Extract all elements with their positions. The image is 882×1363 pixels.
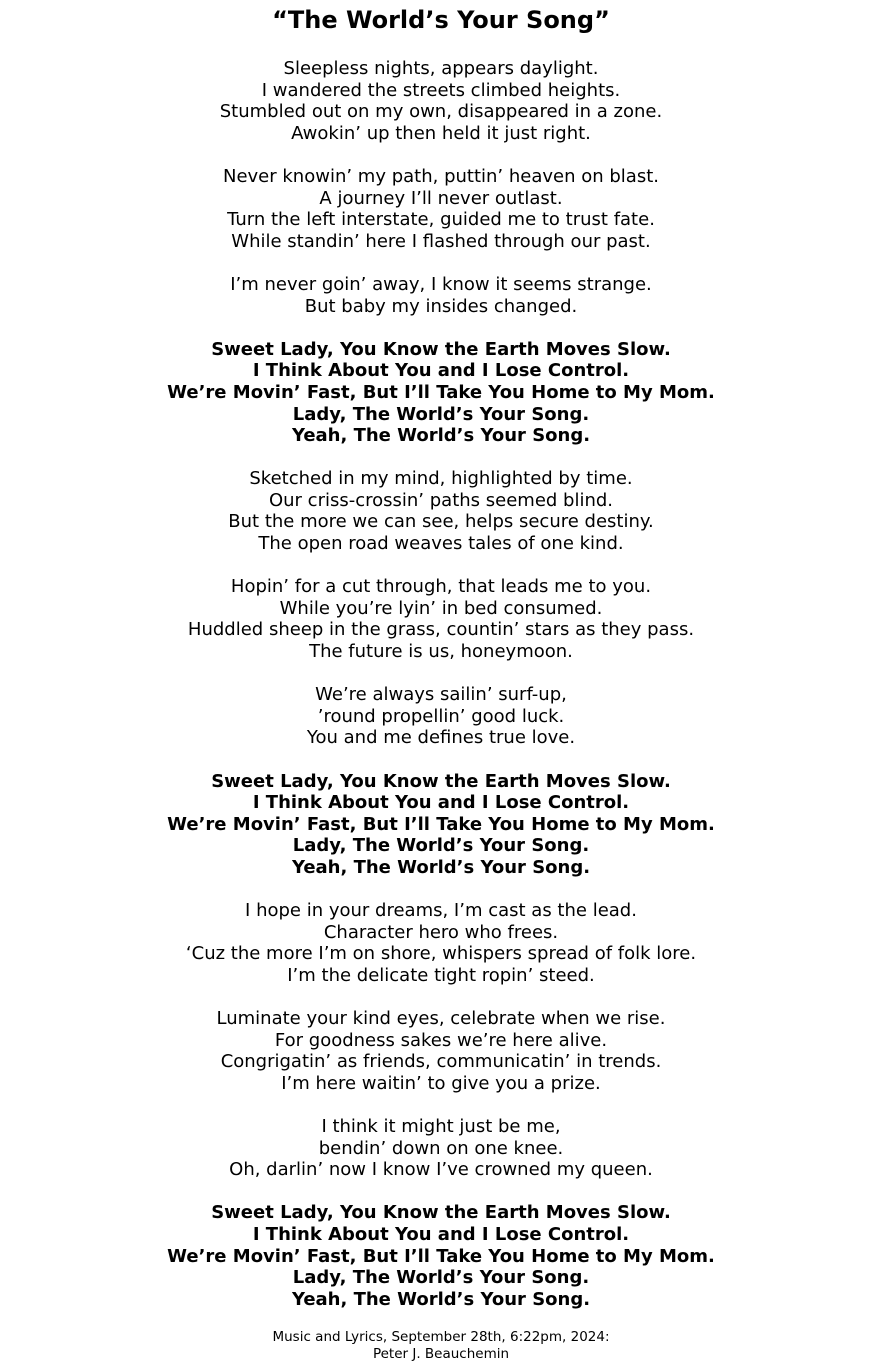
lyric-line: Lady, The World’s Your Song.	[292, 403, 590, 425]
lyric-line: I Think About You and I Lose Control.	[252, 360, 630, 382]
lyric-line: Yeah, The World’s Your Song.	[291, 425, 591, 447]
lyrics-body	[0, 58, 882, 1310]
verse	[0, 274, 882, 317]
lyric-line: You and me defines true love.	[306, 727, 576, 749]
lyric-line: For goodness sakes we’re here alive.	[274, 1029, 608, 1051]
lyric-line: Sleepless nights, appears daylight.	[283, 58, 599, 79]
lyric-line: Sweet Lady, You Know the Earth Moves Slow.	[211, 338, 671, 360]
lyric-line: Oh, darlin’ now I know I’ve crowned my queen.	[229, 1159, 653, 1181]
author-name: Peter J. Beauchemin	[372, 1346, 510, 1363]
verse	[0, 900, 882, 986]
lyric-line: Luminate your kind eyes, celebrate when we rise.	[216, 1008, 666, 1030]
lyric-line: Awokin’ up then held it just right.	[291, 122, 591, 144]
lyric-line: While standin’ here I flashed through our past.	[231, 230, 651, 252]
verse	[0, 166, 882, 252]
lyric-line: I’m the delicate tight ropin’ steed.	[287, 964, 595, 986]
lyric-line: I wandered the streets climbed heights.	[261, 79, 621, 101]
verse	[0, 468, 882, 554]
credits-line: Music and Lyrics, September 28th, 6:22pm, 2024:	[272, 1329, 610, 1346]
lyric-line: Turn the left interstate, guided me to trust fate.	[227, 209, 655, 231]
lyric-line: I Think About You and I Lose Control.	[252, 1224, 630, 1246]
lyric-line: Yeah, The World’s Your Song.	[291, 856, 591, 878]
lyric-line: We’re Movin’ Fast, But I’ll Take You Home to My Mom.	[167, 381, 715, 403]
lyric-line: We’re Movin’ Fast, But I’ll Take You Home to My Mom.	[167, 813, 715, 835]
lyric-line: But the more we can see, helps secure destiny.	[228, 511, 654, 533]
chorus	[0, 1202, 882, 1310]
lyric-line: Sketched in my mind, highlighted by time.	[249, 468, 633, 490]
lyric-line: ‘Cuz the more I’m on shore, whispers spread of folk lore.	[185, 943, 697, 965]
lyric-line: We’re Movin’ Fast, But I’ll Take You Home to My Mom.	[167, 1245, 715, 1267]
lyric-line: I’m here waitin’ to give you a prize.	[281, 1072, 601, 1094]
lyric-line: bendin’ down on one knee.	[318, 1137, 564, 1159]
chorus	[0, 771, 882, 879]
chorus	[0, 339, 882, 447]
lyric-line: Stumbled out on my own, disappeared in a zone.	[219, 101, 663, 123]
lyric-line: Huddled sheep in the grass, countin’ stars as they pass.	[187, 619, 695, 641]
lyric-line: Yeah, The World’s Your Song.	[291, 1288, 591, 1310]
lyric-line: ’round propellin’ good luck.	[317, 705, 565, 727]
lyric-line: We’re always sailin’ surf-up,	[315, 684, 567, 706]
lyric-line: I think it might just be me,	[321, 1116, 561, 1138]
lyric-line: The future is us, honeymoon.	[309, 641, 573, 663]
lyric-line: Lady, The World’s Your Song.	[292, 835, 590, 857]
verse	[0, 58, 882, 144]
lyric-line: Character hero who frees.	[323, 921, 559, 943]
lyric-line: I’m never goin’ away, I know it seems strange.	[230, 273, 652, 295]
lyric-line: The open road weaves tales of one kind.	[258, 533, 624, 555]
lyric-line: Congrigatin’ as friends, communicatin’ in trends.	[220, 1051, 662, 1073]
lyric-line: But baby my insides changed.	[304, 295, 578, 317]
verse	[0, 1116, 882, 1181]
lyric-line: Our criss-crossin’ paths seemed blind.	[268, 489, 614, 511]
lyric-line: While you’re lyin’ in bed consumed.	[279, 597, 603, 619]
lyric-line: Hopin’ for a cut through, that leads me to you.	[230, 576, 652, 598]
verse	[0, 576, 882, 662]
credits	[0, 1329, 882, 1363]
lyric-line: Sweet Lady, You Know the Earth Moves Slow.	[211, 770, 671, 792]
lyric-line: I Think About You and I Lose Control.	[252, 792, 630, 814]
lyric-line: Never knowin’ my path, puttin’ heaven on blast.	[222, 165, 659, 187]
lyric-line: I hope in your dreams, I’m cast as the lead.	[245, 900, 637, 922]
lyric-line: A journey I’ll never outlast.	[319, 187, 563, 209]
verse	[0, 1008, 882, 1094]
lyric-line: Sweet Lady, You Know the Earth Moves Slow.	[211, 1202, 671, 1224]
verse	[0, 684, 882, 749]
lyric-line: Lady, The World’s Your Song.	[292, 1267, 590, 1289]
song-title: “The World’s Your Song”	[272, 6, 610, 34]
